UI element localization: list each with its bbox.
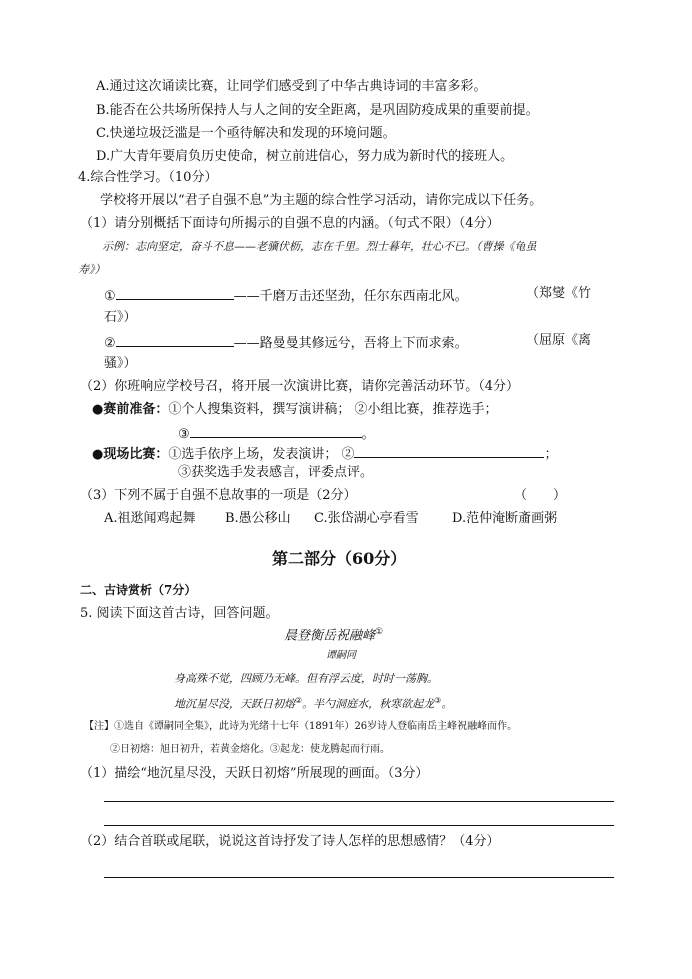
poem-line-2-mark1: ②	[295, 696, 303, 705]
q3-option-a: A.通过这次诵读比赛，让同学们感受到了中华古典诗词的丰富多彩。	[96, 79, 487, 94]
item1-number: ①	[104, 289, 116, 304]
live-text: ①选手依序上场，发表演讲； ②	[168, 447, 355, 462]
q5-2-prompt: （2）结合首联或尾联，说说这首诗抒发了诗人怎样的思想感情？（4分）	[80, 834, 500, 849]
q4-heading: 4.综合性学习。（10分）	[78, 170, 218, 185]
q4-1-item2	[104, 334, 468, 350]
note-line-1: 【注】①选自《谭嗣同全集》，此诗为光绪十七年（1891年）26岁诗人登临南岳主峰祝融峰而作。	[84, 721, 518, 732]
live-end: ；	[544, 447, 558, 462]
q4-1-prompt: （1）请分别概括下面诗句所揭示的自强不息的内涵。（句式不限）（4分）	[80, 216, 500, 231]
live-label: ●现场比赛：	[92, 447, 169, 462]
q4-3-option-b: B.愚公移山	[225, 511, 291, 526]
poem-line-2	[174, 697, 452, 710]
poem-line-2-mark2: ③	[434, 696, 442, 705]
q5-2-answer-line-1[interactable]	[104, 877, 614, 878]
q5-1-answer-line-1[interactable]	[104, 801, 614, 802]
item1-source-part2: 石》）	[104, 310, 137, 325]
item2-source-part1: （屈原《离	[526, 333, 592, 348]
prep-text: ①个人搜集资料，撰写演讲稿； ②小组比赛，推荐选手；	[168, 402, 498, 417]
q3-option-d: D.广大青年要肩负历史使命，树立前进信心，努力成为新时代的接班人。	[96, 149, 514, 164]
q4-1-example-line1: 示例：志向坚定，奋斗不息——老骥伏枥，志在千里。烈士暮年，壮心不已。（曹操《龟虽	[102, 240, 537, 253]
q3-option-b: B.能否在公共场所保持人与人之间的安全距离，是巩固防疫成果的重要前提。	[96, 103, 539, 118]
item1-source-part1: （郑燮《竹	[526, 286, 592, 301]
item2-answer-blank[interactable]	[116, 334, 234, 347]
q4-2-prompt: （2）你班响应学校号召，将开展一次演讲比赛，请你完善活动环节。（4分）	[80, 379, 520, 394]
part2-title: 第二部分（60分）	[272, 549, 407, 568]
q4-intro: 学校将开展以“君子自强不息”为主题的综合性学习活动，请你完成以下任务。	[100, 193, 543, 208]
poem-line-2-c: 。	[441, 697, 453, 711]
q4-2-live-item3: ③获奖选手发表感言，评委点评。	[178, 465, 374, 480]
q5-1-answer-line-2[interactable]	[104, 825, 614, 826]
prep-item3-number: ③	[178, 427, 190, 442]
item2-source-part2: 骚》）	[104, 356, 137, 371]
poem-title-note-mark: ①	[375, 627, 384, 637]
q4-2-prep	[92, 403, 497, 416]
poem-line-1: 身高殊不觉，四顾乃无峰。但有浮云度，时时一荡胸。	[174, 672, 438, 685]
q4-3-answer-paren[interactable]: （ ）	[514, 488, 567, 503]
q4-1-example-line2: 寿》）	[78, 263, 106, 276]
q4-3-option-c: C.张岱湖心亭看雪	[314, 511, 419, 526]
prep-item3-end: 。	[361, 427, 375, 442]
prep-item3-blank[interactable]	[190, 425, 362, 438]
q5-1-prompt: （1）描绘“地沉星尽没，天跃日初熔”所展现的画面。（3分）	[80, 766, 429, 781]
prep-label: ●赛前准备：	[92, 402, 169, 417]
poem-line-2-a: 地沉星尽没，天跃日初熔	[174, 697, 295, 711]
poem-author: 谭嗣同	[326, 650, 356, 661]
q4-3-prompt: （3）下列不属于自强不息故事的一项是（2分）	[80, 488, 357, 503]
q4-3-option-a: A.祖逖闻鸡起舞	[104, 511, 196, 526]
q5-prompt: 5. 阅读下面这首古诗，回答问题。	[80, 606, 279, 621]
item2-number: ②	[104, 336, 116, 351]
item1-answer-blank[interactable]	[116, 287, 234, 300]
item2-quote: ——路曼曼其修远兮，吾将上下而求索。	[233, 336, 468, 351]
section-title: 二、古诗赏析（7分）	[80, 583, 197, 597]
live-item2-blank[interactable]	[354, 445, 544, 458]
poem-line-2-b: 。半勺洞庭水，秋寒欲起龙	[302, 697, 435, 711]
q4-1-item1	[104, 287, 468, 303]
poem-title	[284, 628, 383, 642]
q4-3-option-d: D.范仲淹断齑画粥	[452, 511, 558, 526]
note-line-2: ②日初熔：旭日初升，若黄金熔化。③起龙：使龙腾起而行雨。	[110, 744, 390, 755]
q3-option-c: C.快递垃圾泛滥是一个亟待解决和发现的环境问题。	[96, 126, 396, 141]
q4-2-live	[92, 445, 558, 461]
poem-title-text: 晨登衡岳祝融峰	[284, 628, 376, 644]
item1-quote: ——千磨万击还坚劲，任尔东西南北风。	[233, 289, 468, 304]
q4-2-prep-item3	[178, 425, 375, 441]
